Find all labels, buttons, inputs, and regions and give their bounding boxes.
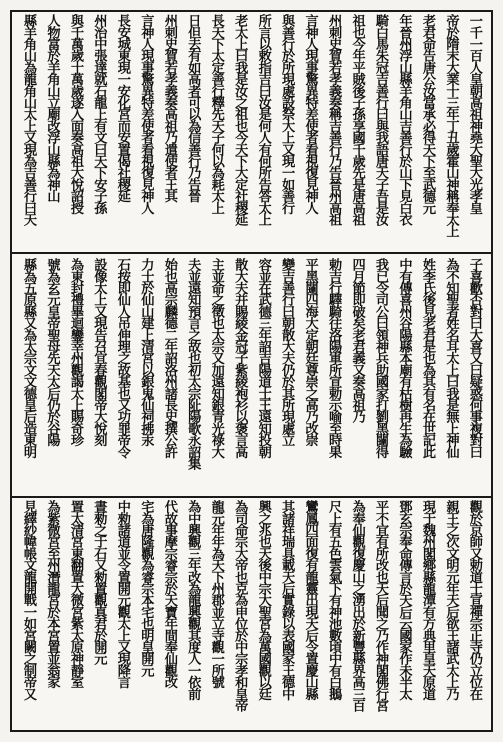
text-column: 四月節即破矣老君義又奏高祖乃 bbox=[349, 258, 365, 422]
text-column: 現于魏州閣鄉縣龍潭有方典里皇天原道 bbox=[419, 500, 435, 699]
text-column: 長天下太定善行釋先天子何以為耗太上 bbox=[208, 14, 224, 213]
text-column: 中勑諸道並令置開元觀太上又現降言 bbox=[114, 500, 130, 688]
text-column: 言神人現事驚異特差使者看視復見神人 bbox=[138, 14, 154, 213]
text-column: 為司命宗大帝也克為申位於中宗孝和皇帝 bbox=[232, 500, 248, 711]
text-column: 夫並遠知預言之故也初太宗阯陽歌永詔集 bbox=[185, 258, 201, 469]
text-column: 鄧玄宗奉命傳言於天后云國家作未半太 bbox=[396, 500, 412, 699]
text-column: 觀於京師又勅道士宣禪宗正寺仍立位在 bbox=[466, 500, 482, 699]
text-column: 石按即仙人吊伸理之故基也又功罪帝令 bbox=[114, 258, 130, 457]
text-column: 州治中張達就石龍上有文曰天下安子孫 bbox=[91, 14, 107, 213]
text-column: 親王之次文明元年天后欲王諸武太上乃 bbox=[443, 500, 459, 699]
text-column: 所言以敕指吉曰汝是何人有何所告答太上 bbox=[255, 14, 271, 225]
text-column: 變吉善行曰朝散大夫仍於其所現處立 bbox=[279, 258, 295, 446]
register-divider-bottom bbox=[12, 496, 491, 498]
text-column: 見繹紗幃帳文龍開戰一如宮闕之制帝又 bbox=[21, 500, 36, 699]
text-column: 日但去有如高者可以為信善行乃告晉 bbox=[185, 14, 201, 202]
text-column: 縣羊角山為龍角山太上又現為吉善行曰天 bbox=[21, 14, 36, 225]
text-column: 言神人現事驚異特差使者看視復見神人 bbox=[302, 14, 318, 213]
text-column: 州刺史賀若孝義奏高祖乃遣使者王其 bbox=[161, 14, 177, 202]
text-column: 容並在武德三年詔吉陽道士王遠知投朝 bbox=[255, 258, 271, 457]
text-column: 為不知聖者姓名耳太上曰我是無上神仙 bbox=[443, 258, 459, 457]
text-column: 鸞鳳四面復有龍靈出現天后令置慶山縣 bbox=[302, 500, 318, 699]
text-column: 興之兆也天後中宗大聖宮為萬國觀以廷 bbox=[255, 500, 271, 699]
register-divider-top bbox=[12, 252, 491, 254]
text-column: 置太清宮東翻置大微宮紫太原神靜室 bbox=[67, 500, 83, 688]
text-column: 主並命之徵也太宗又加遠知銀青光祿大 bbox=[208, 258, 224, 457]
text-column: 人物富於羊角山立廟改浮山縣為神山 bbox=[44, 14, 60, 202]
text-column: 與善行於所現處設祭大上又現一如善行 bbox=[279, 14, 295, 213]
text-column: 我已令司公曰領神兵助國家打劉黑闥得 bbox=[373, 258, 389, 457]
text-column: 其諸祥瑞具載天后實錄以表國家王德中 bbox=[279, 500, 295, 699]
register-middle bbox=[12, 258, 491, 494]
text-column: 號為玄元皇帝聖母先天太后仍於谷陽 bbox=[44, 258, 60, 446]
text-column: 一千一百人皇朝高祖神堯大聖大光孝皇 bbox=[466, 14, 482, 213]
text-column: 尺上有五色雲氣下有神池數頃中有白鵝 bbox=[326, 500, 342, 699]
text-column: 勅吉行驛騎往洛陽軍所宣勅示喻至時果 bbox=[326, 258, 342, 457]
text-column: 宅為唐隆觀為睿宗本宅也明皇開元 bbox=[138, 500, 154, 676]
text-column: 縣為五原縣又為太宗文文德皇后造東明 bbox=[21, 258, 36, 457]
text-column: 祖也今年平賊後子孫享國千歲先是唐高祖 bbox=[349, 14, 365, 225]
register-bottom bbox=[12, 500, 491, 730]
text-column: 長安城東現一安化宮而安置偈社稷延 bbox=[114, 14, 130, 202]
text-column: 老君命告唐公汝當承必得天下至武德元 bbox=[419, 14, 435, 213]
text-column: 帝於隋末大業十三年丁丑歲霍山神稱奉太上 bbox=[443, 14, 459, 237]
text-column: 始也高宗麟德二年詔洛州諸長史撰公許 bbox=[161, 258, 177, 457]
text-column: 力士於仙山建上清宮以銀鬼仙祠拂汞 bbox=[138, 258, 154, 446]
text-column: 為奉仙觀復慶山之湧出於新豐縣界高三百 bbox=[349, 500, 365, 711]
text-column: 中有傳喜州谷陽縣本廟有枯樹再生為驗 bbox=[396, 258, 412, 457]
text-column: 設像太上又現告召宜春觀閣帝大悅刻 bbox=[91, 258, 107, 446]
text-column: 為紫微宮至州潛龍宮於本宮置並翁家 bbox=[44, 500, 60, 688]
text-column: 年晉州浮山縣羊角山吉善行於山下見白衣 bbox=[396, 14, 412, 225]
text-column: 州刺史賀若孝義奏稱吉善行乃告晉州高祖 bbox=[326, 14, 342, 225]
text-column: 姓李氏後見老君是也為其有名在世記此 bbox=[419, 258, 435, 457]
text-column: 與千萬歲十萬歲遂入面奏高祖大悅詔授 bbox=[67, 14, 83, 213]
text-column: 為東封禮畢迴鑾幸州觀謁太上賜奇珍 bbox=[67, 258, 83, 446]
text-column: 平不宜有所改也天后聞之乃作神閣佛行宮 bbox=[373, 500, 389, 711]
text-column: 代故事摩宗睿宗於天寶年間奉仙觀改 bbox=[161, 500, 177, 688]
text-column: 老太上曰我是汝之祖也今天下大定社稷延 bbox=[232, 14, 248, 225]
text-column: 平黑闥四海大定朝廷尊崇之高乃改崇 bbox=[302, 258, 318, 446]
text-column: 子喜歡否對曰大喜又曰疑惑何事複對曰 bbox=[466, 258, 482, 457]
text-column: 晝勑之于石又勑置觀真君於開元 bbox=[91, 500, 107, 664]
text-column: 龍元年年為天下州郡並立寺觀一所號 bbox=[208, 500, 224, 688]
text-column: 散大夫并賜綾金冠子紫綾袍衫以褒言高 bbox=[232, 258, 248, 457]
text-column: 為中興觀三年改為龍興觀其度人一依前 bbox=[185, 500, 201, 699]
scripture-page bbox=[10, 10, 493, 732]
text-column: 騎白馬朱冠吉善行曰與我語唐天子吾是汝 bbox=[373, 14, 389, 225]
register-top bbox=[12, 14, 491, 250]
